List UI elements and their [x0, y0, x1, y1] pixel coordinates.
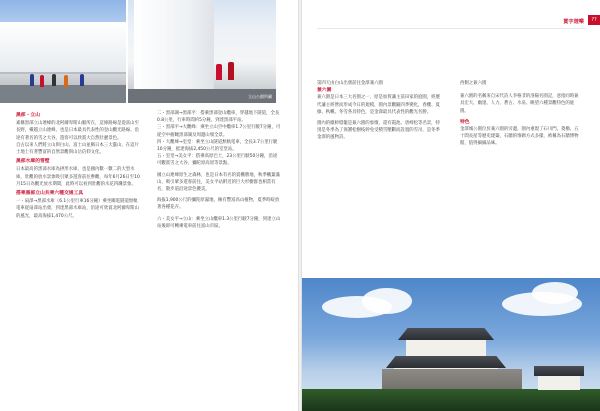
page-number: ?? [588, 15, 600, 25]
section-title: 兼六園 [317, 88, 332, 94]
paragraph: 四・大觀峰→室堂：乘坐立山隧道無軌電車，全長3.7公里行駛10分鐘，抵達海拔2,450公尺的室堂站。 [157, 139, 278, 153]
header-divider [317, 28, 585, 29]
tourist-figure [228, 62, 234, 80]
snow-corridor-photo [0, 0, 126, 103]
snow-wall-photo [128, 0, 276, 103]
paragraph: 素稱黑部立山連峰的北阿爾卑斯山脈所在，這條路線是從富山至長野，橫越立山連峰，也是日本最具代表性的登山觀光路線。沿途有著名的雪之大谷，遊客可以欣賞大自然壯麗景色。 [16, 121, 139, 141]
section-title: 黑部・立山 [16, 113, 40, 118]
section-title: 特色 [460, 119, 470, 125]
gate-roof [534, 366, 584, 376]
paragraph: 西側之兼六園 [460, 81, 487, 86]
kanazawa-castle-photo [302, 278, 600, 411]
tree-line [302, 389, 600, 411]
left-column-2 [157, 110, 281, 230]
paragraph: 一・扇澤→黑部水庫（6.1公里行車16分鐘）乘坐關電隧道無軌電車從扇澤站出發，到達黑部水庫站，沿途可欣賞北阿爾卑斯山的風光，最高海拔1,470公尺。 [16, 199, 139, 219]
tourist-figure [30, 74, 34, 86]
paragraph: 海拔1,900公尺的彌陀原濕地，擁有豐富高山植物，夏季時綻放著各種花卉。 [157, 198, 280, 211]
road [0, 85, 126, 103]
photo-caption: 立山公園所屬 [248, 94, 272, 99]
tourist-figure [80, 74, 84, 86]
castle-roof [386, 356, 506, 368]
tourist-figure [216, 64, 222, 80]
gate-wall [538, 376, 580, 390]
paragraph: 金澤城公園位於兼六園的旁邊，園內重現了石川門、菱櫓、五十間長屋等歷史建築，石牆的堆砌方式多樣，被稱為石牆博物館，值得細細品味。 [460, 127, 579, 147]
left-page [0, 0, 298, 411]
paragraph: 兼六園的名稱來自宋代詩人李格非的洛陽名園記，意指同時兼具宏大、幽邃、人力、蒼古、水泉、眺望六種景觀特色的庭園。 [460, 94, 579, 114]
paragraph: 第四天由白山出發前往金澤兼六園 [317, 81, 383, 86]
cloud [362, 288, 412, 314]
paragraph: 日本最高的黑部水庫為拱形水庫，也是國內數一數二的大型水庫，壯觀的放水景象吸引眾多遊客前往參觀，每年6月26日至10月15日為觀光放水期間，此時可以看到壯觀的水花四濺景象。 [16, 167, 140, 187]
paragraph: 六・美女平→立山：乘坐立山纜車1.3公里行駛7分鐘，到達立山站後即可轉乘電車前往富山市區。 [157, 216, 281, 229]
castle-roof [398, 328, 494, 340]
left-column-1 [16, 110, 140, 220]
snow-wall [134, 0, 214, 100]
paragraph: 五・室堂→美女平：搭乘高原巴士，23公里行駛50分鐘，沿途可觀賞雪之大谷、彌陀原高原等景點。 [157, 154, 278, 167]
section-title: 黑部水庫的雪壁 [16, 159, 50, 165]
paragraph: 自古以來人們將立山與白山、富士山並稱日本三大靈山，在這片土地上有著豐富的自然景觀與山岳信仰文化。 [16, 142, 139, 156]
tourist-figure [64, 75, 68, 87]
tourist-figure [40, 75, 44, 87]
tourist-figure [52, 74, 56, 86]
paragraph: 二・黑部湖→黑部平：搭乘黑部登山纜車，穿越地下隧道，全長0.8公里，行車時間約5分鐘，到達黑部平站。 [157, 111, 280, 124]
right-column-1 [317, 80, 440, 142]
section-title: 搭乘黑部立山共乘六種交通工具 [16, 191, 84, 197]
castle-wall [406, 340, 486, 358]
paragraph: 園內的徽軫燈籠是兼六園的象徵，還有霞池、唐崎松等名景，特別是冬季為了保護松樹枝幹免受積雪壓斷而設置的雪吊，是冬季金澤的風物詩。 [317, 121, 440, 141]
paragraph: 三・黑部平→大觀峰：乘坐立山空中纜車1.7公里行駛7分鐘，可從空中俯瞰黑部湖及周邊山嶺全景。 [157, 125, 281, 138]
running-head: 賞字遊樂 [563, 19, 584, 25]
right-column-2 [460, 80, 582, 148]
paragraph: 國立山連峰原生之森林，也是日本有名的賞楓勝地，秋季楓葉滿山，吸引眾多遊客前往，美女平站附近的巨大杉樹群也相當有名，散步道沿途景色優美。 [157, 172, 280, 193]
snow-wall [0, 22, 126, 74]
cloud [532, 282, 578, 304]
paragraph: 兼六園是日本三大名園之一，原是加賀藩主前田家的庭園，經歷代藩主經營而形成今日的規模，園內景觀隨四季變化，春櫻、夏綠、秋楓、冬雪各具特色，是金澤最具代表性的觀光名勝。 [317, 95, 440, 115]
